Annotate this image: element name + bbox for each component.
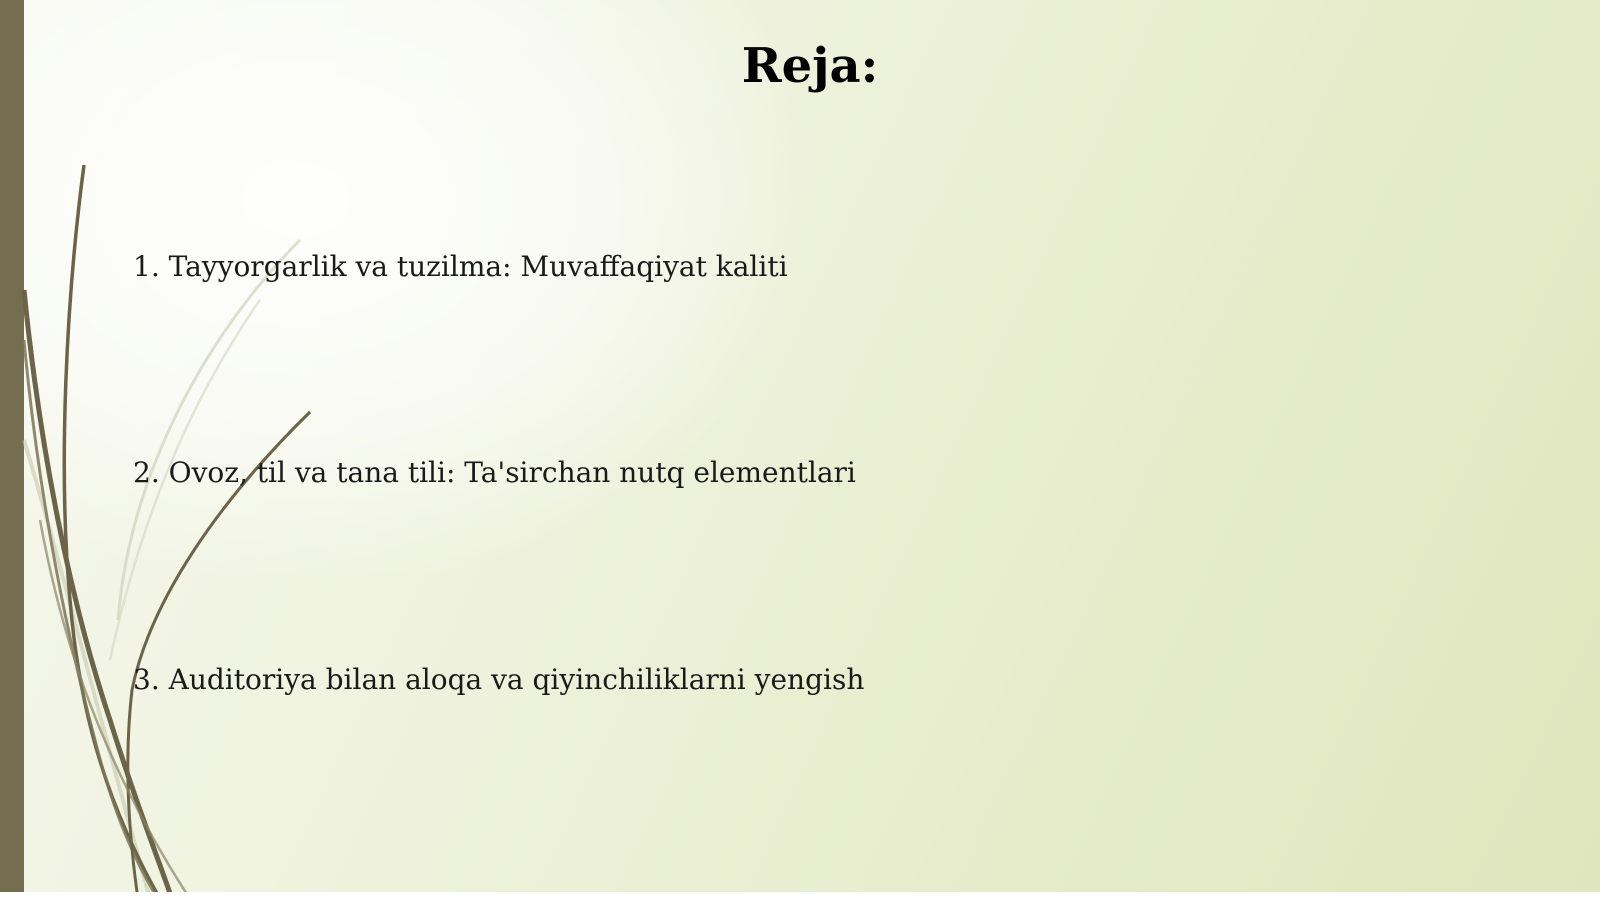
bottom-edge (0, 892, 1600, 899)
plan-item-3: 3. Auditoriya bilan aloqa va qiyinchiliklarni yengish (133, 663, 865, 696)
grass-decoration (0, 0, 420, 899)
slide-title: Reja: (741, 38, 879, 94)
plan-item-2: 2. Ovoz, til va tana tili: Ta'sirchan nutq elementlari (133, 456, 856, 489)
plan-item-1: 1. Tayyorgarlik va tuzilma: Muvaffaqiyat kaliti (133, 250, 788, 283)
